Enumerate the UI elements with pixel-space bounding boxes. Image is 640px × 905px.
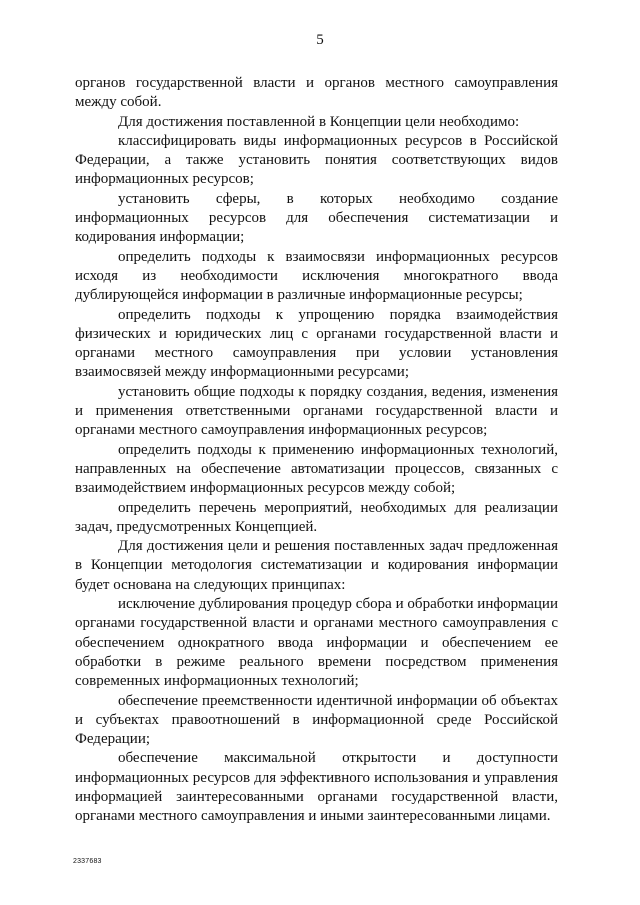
paragraph-task-interconnection: определить подходы к взаимосвязи информационных ресурсов исходя из необходимости исключения многократного ввода дублирующейся информации в различные информационные ресурсы; xyxy=(75,248,558,304)
paragraph-goal-intro: Для достижения поставленной в Концепции цели необходимо: xyxy=(118,113,520,130)
page-number: 5 xyxy=(316,32,324,48)
paragraph-continuation: органов государственной власти и органов местного самоуправления между собой. xyxy=(75,75,558,111)
paragraph-task-measures: определить перечень мероприятий, необходимых для реализации задач, предусмотренных Концепцией. xyxy=(75,499,558,535)
paragraph-principle-no-duplication: исключение дублирования процедур сбора и обработки информации органами государственной власти и органами местного самоуправления с обеспечением однократного ввода информации и обеспечением ее обработки в режиме реального времени посредством применения современных информационных технологий; xyxy=(75,596,558,690)
document-body xyxy=(75,74,558,827)
footer-document-code: 2337683 xyxy=(73,858,102,865)
paragraph-principle-openness: обеспечение максимальной открытости и доступности информационных ресурсов для эффективного использования и управления информацией заинтересованными органами государственной власти, органами местного самоуправления и иными заинтересованными лицами. xyxy=(75,750,558,825)
paragraph-principle-continuity: обеспечение преемственности идентичной информации об объектах и субъектах правоотношений в информационной среде Российской Федерации; xyxy=(75,692,558,748)
paragraph-task-technologies: определить подходы к применению информационных технологий, направленных на обеспечение автоматизации процессов, связанных с взаимодействием информационных ресурсов между собой; xyxy=(75,441,558,497)
paragraph-task-classify: классифицировать виды информационных ресурсов в Российской Федерации, а также установить понятия соответствующих видов информационных ресурсов; xyxy=(75,132,558,188)
paragraph-task-spheres: установить сферы, в которых необходимо создание информационных ресурсов для обеспечения систематизации и кодирования информации; xyxy=(75,190,558,246)
paragraph-principles-intro: Для достижения цели и решения поставленных задач предложенная в Концепции методология систематизации и кодирования информации будет основана на следующих принципах: xyxy=(75,538,558,593)
paragraph-task-procedures: установить общие подходы к порядку создания, ведения, изменения и применения ответственными органами государственной власти и органами местного самоуправления информационных ресурсов; xyxy=(75,383,558,439)
paragraph-task-simplification: определить подходы к упрощению порядка взаимодействия физических и юридических лиц с органами государственной власти и органами местного самоуправления при условии установления взаимосвязей между информационными ресурсами; xyxy=(75,306,558,381)
